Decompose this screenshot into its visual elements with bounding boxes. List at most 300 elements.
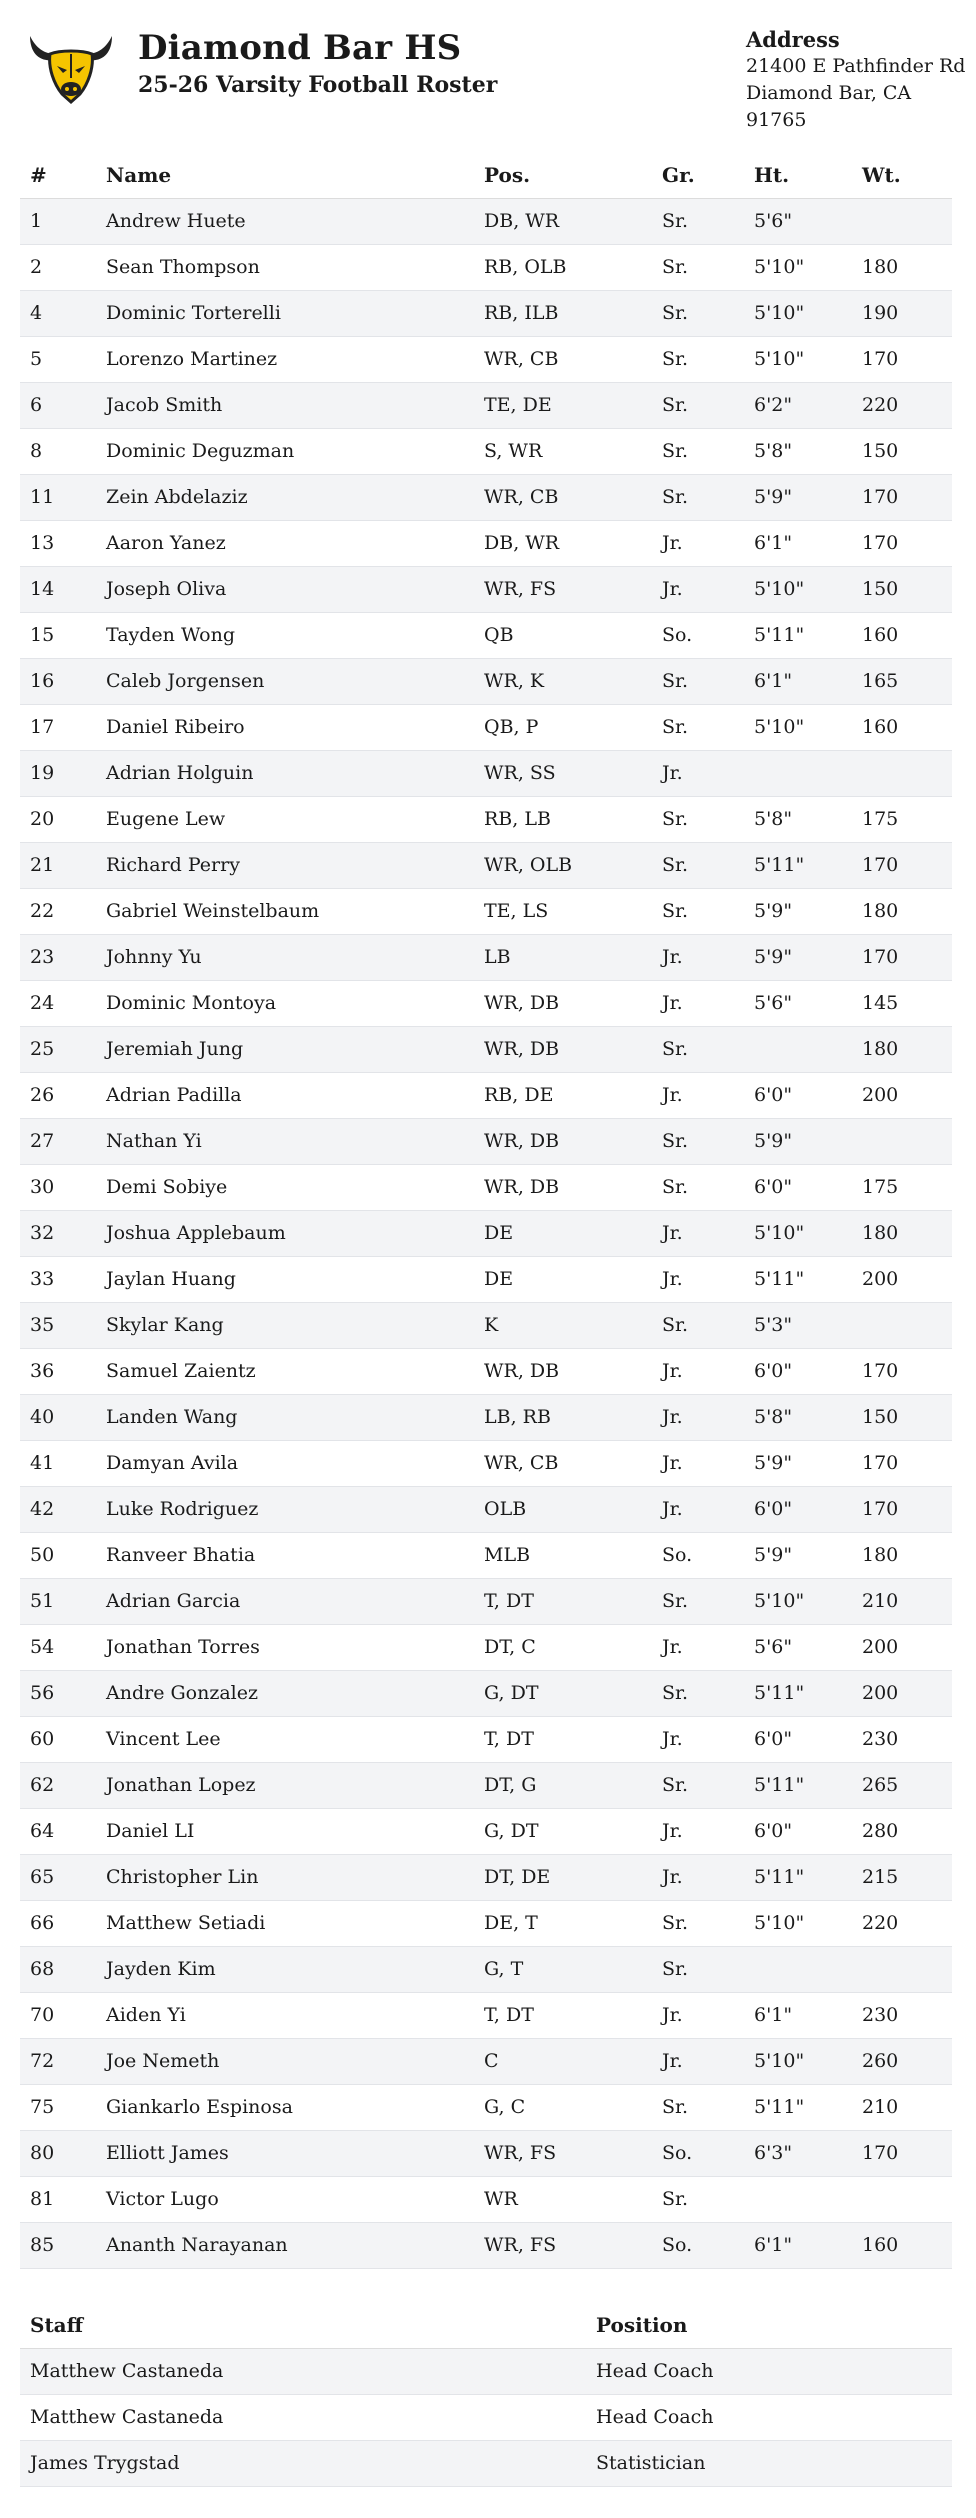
table-row xyxy=(20,704,952,750)
staff-name: Matthew Castaneda xyxy=(20,2348,586,2394)
staff-position: Head Coach xyxy=(586,2348,952,2394)
player-name: Jayden Kim xyxy=(96,1946,474,1992)
table-row xyxy=(20,1440,952,1486)
table-row xyxy=(20,750,952,796)
player-number: 66 xyxy=(20,1900,96,1946)
player-name: Ananth Narayanan xyxy=(96,2222,474,2268)
player-position: QB, P xyxy=(474,704,652,750)
player-position: WR, CB xyxy=(474,336,652,382)
player-number: 24 xyxy=(20,980,96,1026)
player-height: 5'11" xyxy=(744,1256,852,1302)
table-row xyxy=(20,2440,952,2486)
player-grade: Sr. xyxy=(652,336,744,382)
player-position: WR, CB xyxy=(474,1440,652,1486)
player-weight: 150 xyxy=(852,1394,952,1440)
player-name: Landen Wang xyxy=(96,1394,474,1440)
player-grade: Sr. xyxy=(652,842,744,888)
column-header-position: Pos. xyxy=(474,152,652,198)
player-grade: Sr. xyxy=(652,1946,744,1992)
player-height: 5'9" xyxy=(744,1118,852,1164)
roster-table xyxy=(20,152,952,2269)
table-row xyxy=(20,1026,952,1072)
player-weight: 170 xyxy=(852,2130,952,2176)
player-position: DB, WR xyxy=(474,198,652,244)
player-position: LB, RB xyxy=(474,1394,652,1440)
player-name: Andre Gonzalez xyxy=(96,1670,474,1716)
player-number: 33 xyxy=(20,1256,96,1302)
player-height: 5'10" xyxy=(744,244,852,290)
table-row xyxy=(20,1210,952,1256)
player-position: WR, K xyxy=(474,658,652,704)
page-header xyxy=(0,0,976,130)
player-number: 21 xyxy=(20,842,96,888)
table-row xyxy=(20,1716,952,1762)
player-grade: Jr. xyxy=(652,1854,744,1900)
table-row xyxy=(20,2130,952,2176)
table-row xyxy=(20,796,952,842)
player-weight: 180 xyxy=(852,1026,952,1072)
player-number: 42 xyxy=(20,1486,96,1532)
player-number: 6 xyxy=(20,382,96,428)
player-position: RB, ILB xyxy=(474,290,652,336)
player-weight: 230 xyxy=(852,1716,952,1762)
player-number: 35 xyxy=(20,1302,96,1348)
player-number: 25 xyxy=(20,1026,96,1072)
player-number: 19 xyxy=(20,750,96,796)
player-name: Caleb Jorgensen xyxy=(96,658,474,704)
player-name: Damyan Avila xyxy=(96,1440,474,1486)
player-grade: Sr. xyxy=(652,1026,744,1072)
player-name: Elliott James xyxy=(96,2130,474,2176)
player-position: WR xyxy=(474,2176,652,2222)
player-height: 5'9" xyxy=(744,474,852,520)
player-height: 5'10" xyxy=(744,2038,852,2084)
player-height: 6'1" xyxy=(744,1992,852,2038)
player-position: QB xyxy=(474,612,652,658)
player-weight: 230 xyxy=(852,1992,952,2038)
player-grade: Jr. xyxy=(652,2038,744,2084)
player-name: Lorenzo Martinez xyxy=(96,336,474,382)
player-name: Jaylan Huang xyxy=(96,1256,474,1302)
player-grade: Jr. xyxy=(652,1348,744,1394)
player-grade: Sr. xyxy=(652,1578,744,1624)
player-name: Dominic Deguzman xyxy=(96,428,474,474)
player-number: 15 xyxy=(20,612,96,658)
player-height: 5'10" xyxy=(744,336,852,382)
player-grade: Sr. xyxy=(652,888,744,934)
player-position: S, WR xyxy=(474,428,652,474)
player-number: 65 xyxy=(20,1854,96,1900)
player-name: Vincent Lee xyxy=(96,1716,474,1762)
player-grade: Jr. xyxy=(652,1072,744,1118)
player-position: G, DT xyxy=(474,1808,652,1854)
player-height xyxy=(744,1946,852,1992)
table-row xyxy=(20,566,952,612)
player-position: RB, OLB xyxy=(474,244,652,290)
player-number: 13 xyxy=(20,520,96,566)
player-grade: Jr. xyxy=(652,1486,744,1532)
player-name: Skylar Kang xyxy=(96,1302,474,1348)
player-height: 5'11" xyxy=(744,1854,852,1900)
table-row xyxy=(20,1624,952,1670)
player-name: Andrew Huete xyxy=(96,198,474,244)
player-position: TE, DE xyxy=(474,382,652,428)
player-height: 5'11" xyxy=(744,612,852,658)
player-height: 5'9" xyxy=(744,888,852,934)
player-weight: 265 xyxy=(852,1762,952,1808)
player-name: Tayden Wong xyxy=(96,612,474,658)
player-number: 27 xyxy=(20,1118,96,1164)
player-grade: So. xyxy=(652,2130,744,2176)
player-weight: 150 xyxy=(852,428,952,474)
table-row xyxy=(20,1072,952,1118)
player-position: RB, DE xyxy=(474,1072,652,1118)
player-position: DB, WR xyxy=(474,520,652,566)
player-height: 5'6" xyxy=(744,980,852,1026)
player-grade: Sr. xyxy=(652,1762,744,1808)
player-height: 5'10" xyxy=(744,1210,852,1256)
player-name: Sean Thompson xyxy=(96,244,474,290)
table-row xyxy=(20,1992,952,2038)
player-position: WR, CB xyxy=(474,474,652,520)
player-number: 50 xyxy=(20,1532,96,1578)
player-grade: Jr. xyxy=(652,1716,744,1762)
player-height: 5'11" xyxy=(744,1762,852,1808)
player-grade: Sr. xyxy=(652,290,744,336)
player-height: 5'10" xyxy=(744,1578,852,1624)
table-row xyxy=(20,198,952,244)
player-name: Jonathan Lopez xyxy=(96,1762,474,1808)
player-weight: 260 xyxy=(852,2038,952,2084)
column-header-weight: Wt. xyxy=(852,152,952,198)
table-row xyxy=(20,2038,952,2084)
player-number: 54 xyxy=(20,1624,96,1670)
player-weight: 150 xyxy=(852,566,952,612)
player-position: DE xyxy=(474,1210,652,1256)
table-row xyxy=(20,474,952,520)
player-grade: Sr. xyxy=(652,1670,744,1716)
player-height: 5'8" xyxy=(744,428,852,474)
table-row xyxy=(20,1164,952,1210)
player-number: 56 xyxy=(20,1670,96,1716)
player-height xyxy=(744,750,852,796)
player-number: 81 xyxy=(20,2176,96,2222)
player-position: G, C xyxy=(474,2084,652,2130)
table-row xyxy=(20,1762,952,1808)
address-line-1: 21400 E Pathfinder Rd xyxy=(746,55,966,77)
player-weight xyxy=(852,2176,952,2222)
table-row xyxy=(20,2084,952,2130)
player-position: WR, OLB xyxy=(474,842,652,888)
table-row xyxy=(20,290,952,336)
table-row xyxy=(20,1394,952,1440)
player-weight: 165 xyxy=(852,658,952,704)
player-number: 1 xyxy=(20,198,96,244)
player-grade: Jr. xyxy=(652,566,744,612)
player-position: WR, FS xyxy=(474,566,652,612)
table-row xyxy=(20,1854,952,1900)
table-row xyxy=(20,658,952,704)
player-grade: Sr. xyxy=(652,796,744,842)
player-number: 60 xyxy=(20,1716,96,1762)
player-grade: Sr. xyxy=(652,1164,744,1210)
table-row xyxy=(20,2348,952,2394)
table-row xyxy=(20,1486,952,1532)
player-height: 6'0" xyxy=(744,1716,852,1762)
player-weight xyxy=(852,1118,952,1164)
table-row xyxy=(20,842,952,888)
player-name: Victor Lugo xyxy=(96,2176,474,2222)
player-number: 22 xyxy=(20,888,96,934)
player-number: 30 xyxy=(20,1164,96,1210)
column-header-name: Name xyxy=(96,152,474,198)
player-number: 20 xyxy=(20,796,96,842)
table-row xyxy=(20,1256,952,1302)
player-grade: Jr. xyxy=(652,934,744,980)
table-row xyxy=(20,244,952,290)
player-grade: Sr. xyxy=(652,382,744,428)
player-name: Adrian Padilla xyxy=(96,1072,474,1118)
player-position: MLB xyxy=(474,1532,652,1578)
player-number: 14 xyxy=(20,566,96,612)
player-position: DE, T xyxy=(474,1900,652,1946)
table-row xyxy=(20,2394,952,2440)
table-row xyxy=(20,1118,952,1164)
player-name: Joseph Oliva xyxy=(96,566,474,612)
player-height: 5'11" xyxy=(744,842,852,888)
column-header-height: Ht. xyxy=(744,152,852,198)
address-line-2: Diamond Bar, CA 91765 xyxy=(746,82,912,131)
player-number: 16 xyxy=(20,658,96,704)
player-grade: Jr. xyxy=(652,1256,744,1302)
player-name: Aaron Yanez xyxy=(96,520,474,566)
player-weight: 190 xyxy=(852,290,952,336)
table-row xyxy=(20,1946,952,1992)
player-height: 5'11" xyxy=(744,2084,852,2130)
player-grade: Sr. xyxy=(652,2176,744,2222)
player-height: 5'6" xyxy=(744,1624,852,1670)
player-weight xyxy=(852,1946,952,1992)
player-height: 5'10" xyxy=(744,290,852,336)
player-weight xyxy=(852,1302,952,1348)
player-number: 26 xyxy=(20,1072,96,1118)
player-name: Jeremiah Jung xyxy=(96,1026,474,1072)
player-weight: 170 xyxy=(852,934,952,980)
player-weight: 180 xyxy=(852,1210,952,1256)
player-weight: 160 xyxy=(852,612,952,658)
staff-name: James Trygstad xyxy=(20,2440,586,2486)
player-weight: 145 xyxy=(852,980,952,1026)
player-position: WR, FS xyxy=(474,2222,652,2268)
player-number: 62 xyxy=(20,1762,96,1808)
player-number: 51 xyxy=(20,1578,96,1624)
player-grade: Jr. xyxy=(652,1624,744,1670)
player-position: T, DT xyxy=(474,1716,652,1762)
player-grade: Sr. xyxy=(652,1118,744,1164)
table-row xyxy=(20,612,952,658)
player-grade: Jr. xyxy=(652,1440,744,1486)
player-grade: Sr. xyxy=(652,1302,744,1348)
table-row xyxy=(20,2222,952,2268)
column-header-staff-position: Position xyxy=(586,2302,952,2348)
player-weight xyxy=(852,750,952,796)
player-height: 6'1" xyxy=(744,658,852,704)
table-row xyxy=(20,888,952,934)
player-grade: Sr. xyxy=(652,704,744,750)
player-position: WR, SS xyxy=(474,750,652,796)
player-grade: So. xyxy=(652,2222,744,2268)
player-weight: 180 xyxy=(852,888,952,934)
player-grade: Sr. xyxy=(652,2084,744,2130)
column-header-grade: Gr. xyxy=(652,152,744,198)
player-name: Ranveer Bhatia xyxy=(96,1532,474,1578)
staff-position: Head Coach xyxy=(586,2394,952,2440)
staff-position: Statistician xyxy=(586,2440,952,2486)
column-header-number: # xyxy=(20,152,96,198)
table-row xyxy=(20,520,952,566)
player-name: Demi Sobiye xyxy=(96,1164,474,1210)
player-height: 5'3" xyxy=(744,1302,852,1348)
player-position: DE xyxy=(474,1256,652,1302)
player-weight: 170 xyxy=(852,1348,952,1394)
player-weight: 175 xyxy=(852,796,952,842)
player-grade: Sr. xyxy=(652,428,744,474)
player-height: 5'10" xyxy=(744,1900,852,1946)
player-number: 40 xyxy=(20,1394,96,1440)
player-position: WR, FS xyxy=(474,2130,652,2176)
player-name: Matthew Setiadi xyxy=(96,1900,474,1946)
player-position: WR, DB xyxy=(474,1118,652,1164)
player-position: TE, LS xyxy=(474,888,652,934)
player-number: 36 xyxy=(20,1348,96,1394)
player-position: T, DT xyxy=(474,1992,652,2038)
player-height: 6'0" xyxy=(744,1486,852,1532)
player-name: Aiden Yi xyxy=(96,1992,474,2038)
player-weight: 200 xyxy=(852,1670,952,1716)
player-number: 2 xyxy=(20,244,96,290)
player-height: 6'0" xyxy=(744,1164,852,1210)
player-name: Luke Rodriguez xyxy=(96,1486,474,1532)
player-name: Richard Perry xyxy=(96,842,474,888)
player-height xyxy=(744,1026,852,1072)
player-weight: 200 xyxy=(852,1624,952,1670)
player-name: Johnny Yu xyxy=(96,934,474,980)
table-row xyxy=(20,1808,952,1854)
player-name: Giankarlo Espinosa xyxy=(96,2084,474,2130)
player-number: 8 xyxy=(20,428,96,474)
player-position: C xyxy=(474,2038,652,2084)
player-weight: 220 xyxy=(852,1900,952,1946)
player-height: 5'8" xyxy=(744,796,852,842)
player-number: 80 xyxy=(20,2130,96,2176)
player-grade: Sr. xyxy=(652,474,744,520)
player-position: DT, G xyxy=(474,1762,652,1808)
player-number: 85 xyxy=(20,2222,96,2268)
table-row xyxy=(20,1578,952,1624)
player-position: WR, DB xyxy=(474,1164,652,1210)
player-number: 72 xyxy=(20,2038,96,2084)
player-weight: 280 xyxy=(852,1808,952,1854)
player-number: 23 xyxy=(20,934,96,980)
player-grade: Sr. xyxy=(652,658,744,704)
player-position: OLB xyxy=(474,1486,652,1532)
player-position: LB xyxy=(474,934,652,980)
player-height: 6'3" xyxy=(744,2130,852,2176)
player-grade: Jr. xyxy=(652,980,744,1026)
table-row xyxy=(20,1532,952,1578)
player-weight: 170 xyxy=(852,520,952,566)
player-grade: Jr. xyxy=(652,520,744,566)
player-height: 6'0" xyxy=(744,1348,852,1394)
player-position: RB, LB xyxy=(474,796,652,842)
player-name: Joe Nemeth xyxy=(96,2038,474,2084)
player-height: 5'9" xyxy=(744,1440,852,1486)
player-number: 64 xyxy=(20,1808,96,1854)
player-number: 68 xyxy=(20,1946,96,1992)
staff-body xyxy=(20,2348,952,2486)
player-position: G, T xyxy=(474,1946,652,1992)
player-height: 5'9" xyxy=(744,934,852,980)
player-grade: Sr. xyxy=(652,244,744,290)
player-name: Adrian Garcia xyxy=(96,1578,474,1624)
player-height: 6'0" xyxy=(744,1808,852,1854)
player-name: Jonathan Torres xyxy=(96,1624,474,1670)
player-position: DT, C xyxy=(474,1624,652,1670)
player-grade: So. xyxy=(652,612,744,658)
player-number: 70 xyxy=(20,1992,96,2038)
address-block xyxy=(746,26,976,134)
player-grade: Jr. xyxy=(652,1394,744,1440)
player-weight: 160 xyxy=(852,704,952,750)
table-row xyxy=(20,1900,952,1946)
player-position: DT, DE xyxy=(474,1854,652,1900)
player-weight: 215 xyxy=(852,1854,952,1900)
column-header-staff: Staff xyxy=(20,2302,586,2348)
player-name: Jacob Smith xyxy=(96,382,474,428)
table-row xyxy=(20,336,952,382)
player-height: 6'2" xyxy=(744,382,852,428)
player-weight: 200 xyxy=(852,1072,952,1118)
table-row xyxy=(20,1302,952,1348)
player-weight: 180 xyxy=(852,1532,952,1578)
player-position: WR, DB xyxy=(474,980,652,1026)
player-grade: So. xyxy=(652,1532,744,1578)
table-row xyxy=(20,1348,952,1394)
player-height: 5'11" xyxy=(744,1670,852,1716)
school-name: Diamond Bar HS xyxy=(138,28,462,68)
player-number: 11 xyxy=(20,474,96,520)
player-grade: Jr. xyxy=(652,750,744,796)
player-height: 5'10" xyxy=(744,704,852,750)
player-number: 41 xyxy=(20,1440,96,1486)
player-name: Dominic Montoya xyxy=(96,980,474,1026)
player-number: 5 xyxy=(20,336,96,382)
player-number: 4 xyxy=(20,290,96,336)
player-grade: Jr. xyxy=(652,1992,744,2038)
player-number: 75 xyxy=(20,2084,96,2130)
player-number: 17 xyxy=(20,704,96,750)
table-row xyxy=(20,934,952,980)
player-height: 5'6" xyxy=(744,198,852,244)
player-height: 5'10" xyxy=(744,566,852,612)
player-height xyxy=(744,2176,852,2222)
player-name: Daniel LI xyxy=(96,1808,474,1854)
player-position: WR, DB xyxy=(474,1026,652,1072)
player-weight: 180 xyxy=(852,244,952,290)
player-height: 6'1" xyxy=(744,2222,852,2268)
player-name: Dominic Torterelli xyxy=(96,290,474,336)
player-weight: 170 xyxy=(852,1440,952,1486)
